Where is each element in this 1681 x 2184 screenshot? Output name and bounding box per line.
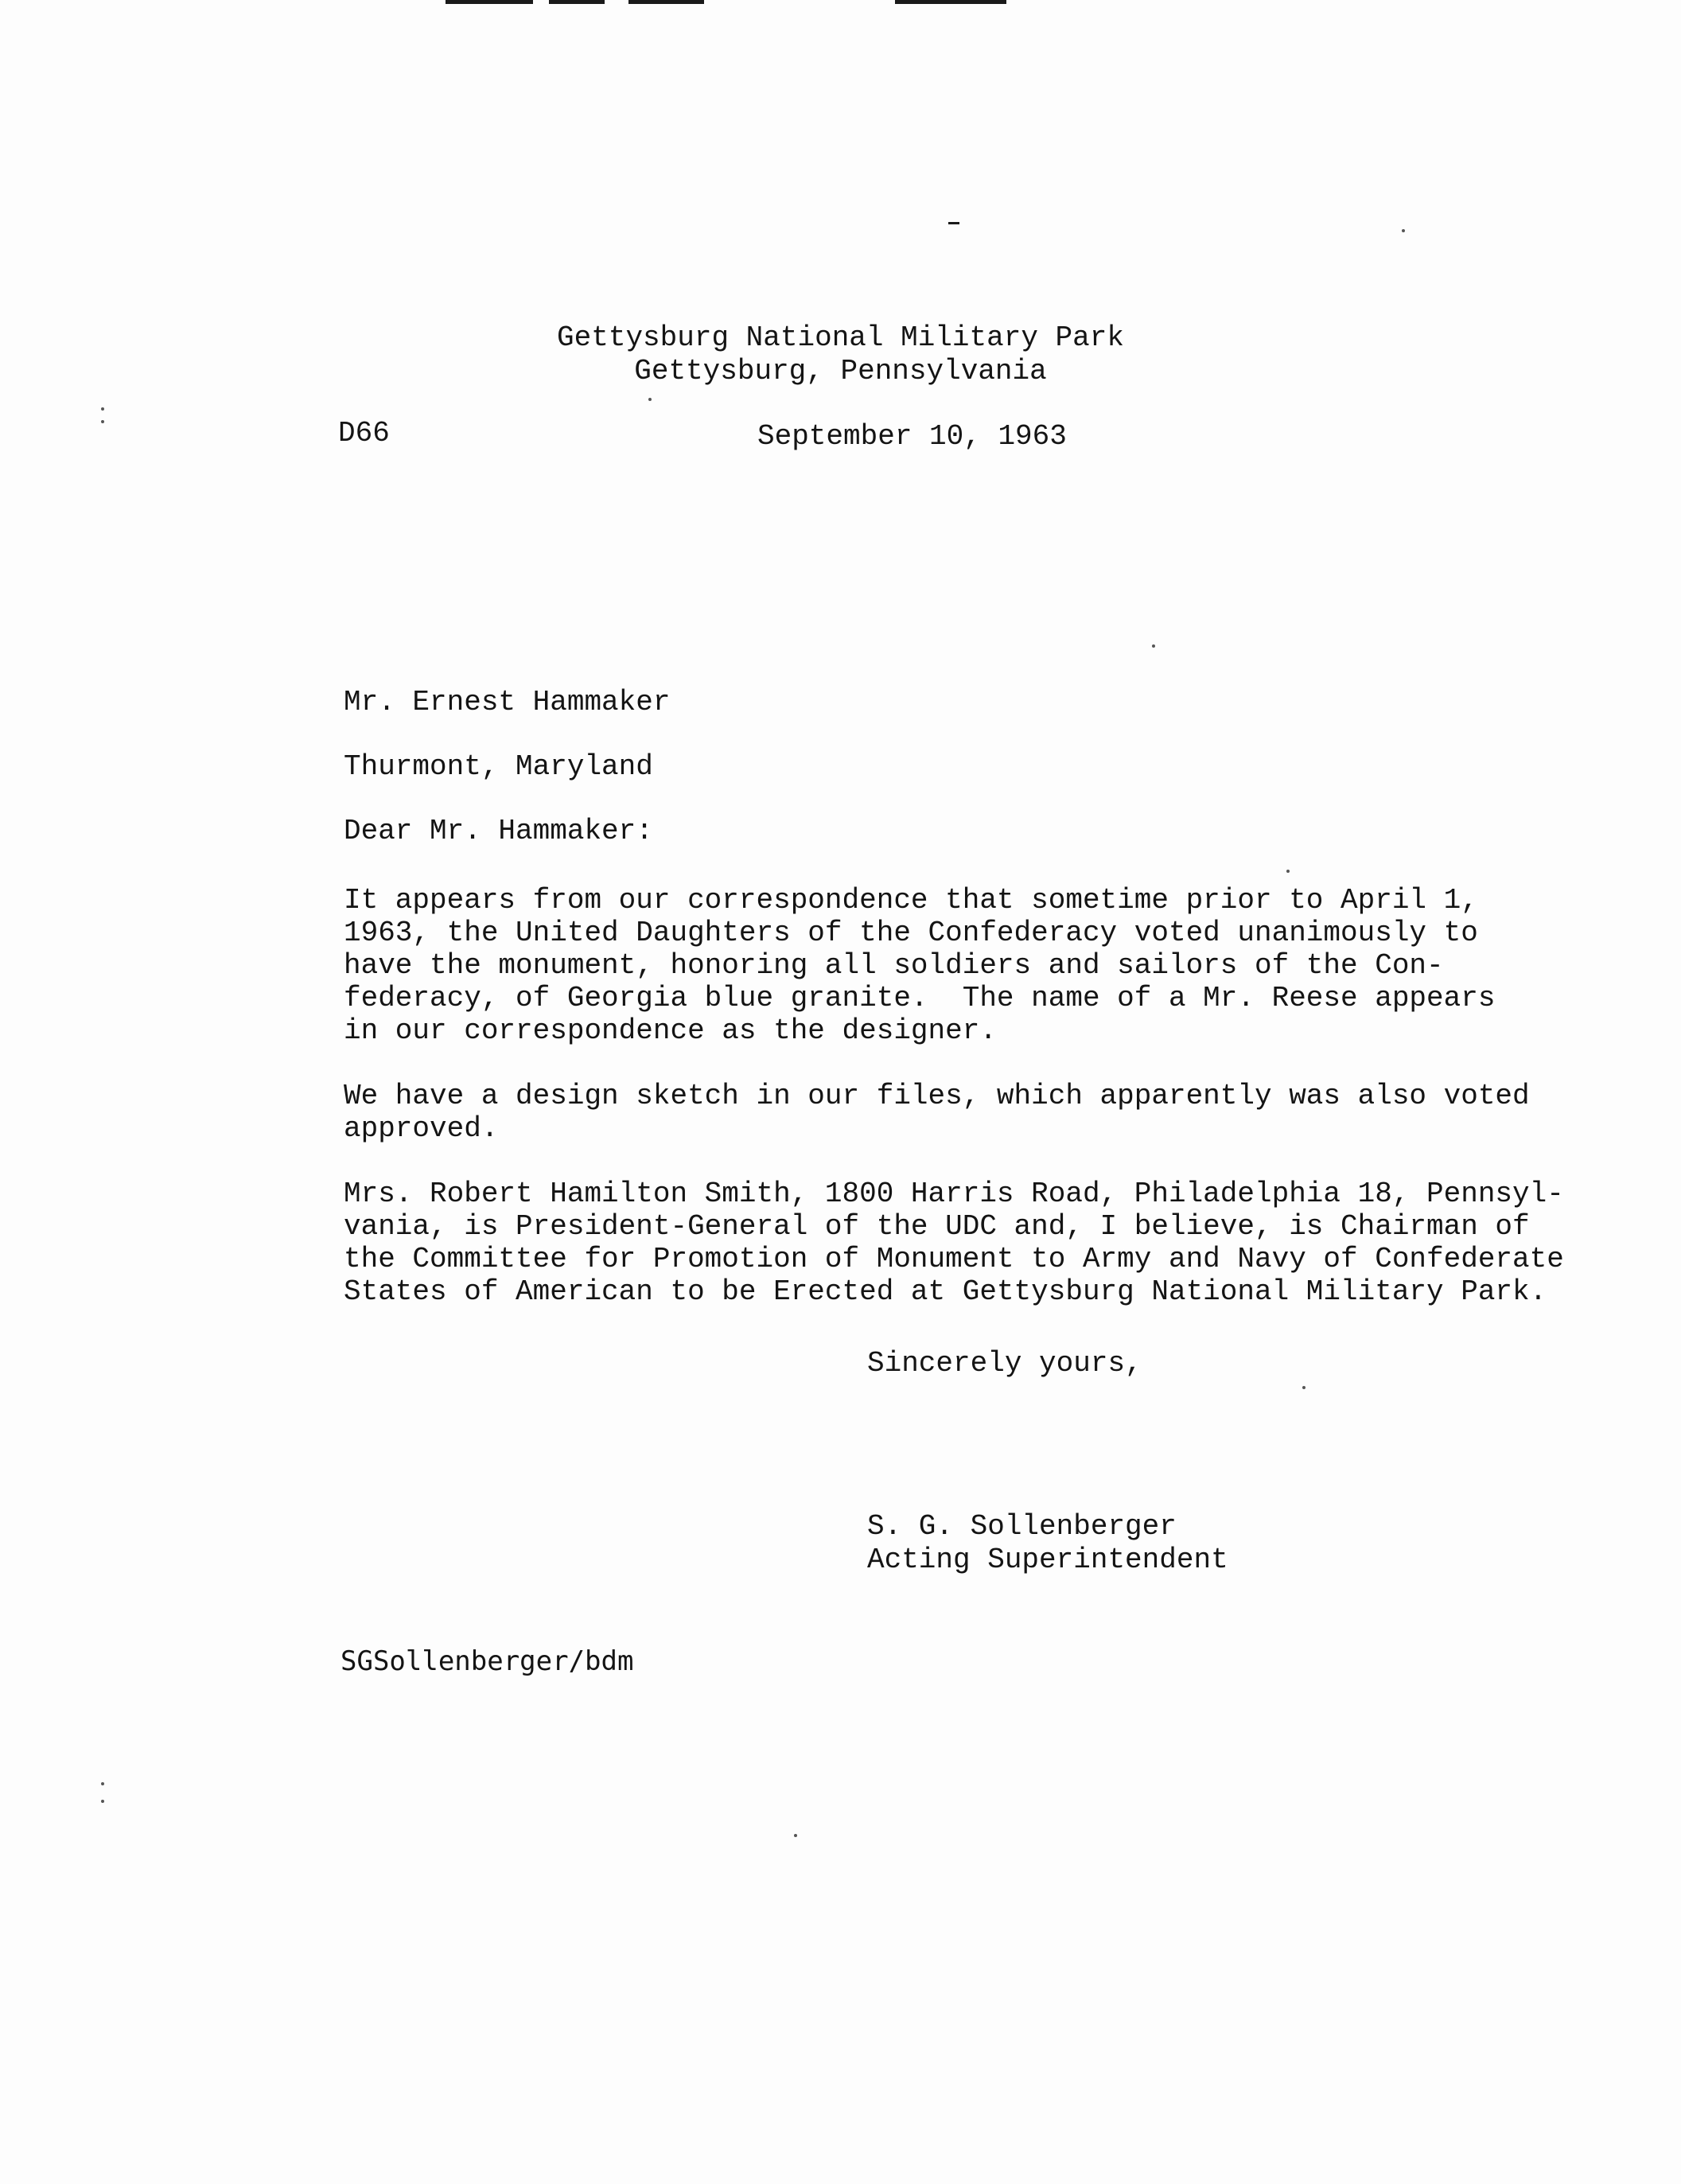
file-code: D66: [338, 417, 390, 450]
paragraph-line: We have a design sketch in our files, which apparently was also voted: [344, 1080, 1530, 1112]
recipient-name: Mr. Ernest Hammaker: [344, 686, 671, 718]
paragraph-2: [344, 1080, 1553, 1145]
paragraph-line: have the monument, honoring all soldiers and sailors of the Con-: [344, 949, 1444, 982]
paragraph-line: It appears from our correspondence that sometime prior to April 1,: [344, 884, 1478, 917]
paragraph-line: the Committee for Promotion of Monument to Army and Navy of Confederate: [344, 1243, 1564, 1275]
paragraph-line: 1963, the United Daughters of the Confederacy voted unanimously to: [344, 917, 1478, 949]
letter-date: September 10, 1963: [757, 420, 1067, 453]
signature-title: Acting Superintendent: [867, 1544, 1228, 1576]
paragraph-line: Mrs. Robert Hamilton Smith, 1800 Harris Road, Philadelphia 18, Pennsyl-: [344, 1178, 1564, 1210]
paragraph-line: approved.: [344, 1112, 499, 1145]
paragraph-line: States of American to be Erected at Gettysburg National Military Park.: [344, 1275, 1547, 1308]
letterhead-line-2: Gettysburg, Pennsylvania: [634, 355, 1047, 387]
salutation: Dear Mr. Hammaker:: [344, 815, 653, 847]
recipient-address: Thurmont, Maryland: [344, 750, 653, 783]
letterhead-line-1: Gettysburg National Military Park: [557, 321, 1124, 354]
signature-name: S. G. Sollenberger: [867, 1510, 1177, 1543]
paragraph-line: in our correspondence as the designer.: [344, 1014, 997, 1047]
reference-initials: SGSollenberger/bdm: [340, 1645, 634, 1677]
closing: Sincerely yours,: [867, 1347, 1142, 1380]
paragraph-3: [344, 1178, 1564, 1308]
paragraph-line: federacy, of Georgia blue granite. The name of a Mr. Reese appears: [344, 982, 1496, 1014]
paragraph-line: vania, is President-General of the UDC and, I believe, is Chairman of: [344, 1210, 1530, 1243]
paragraph-1: [344, 884, 1553, 1047]
